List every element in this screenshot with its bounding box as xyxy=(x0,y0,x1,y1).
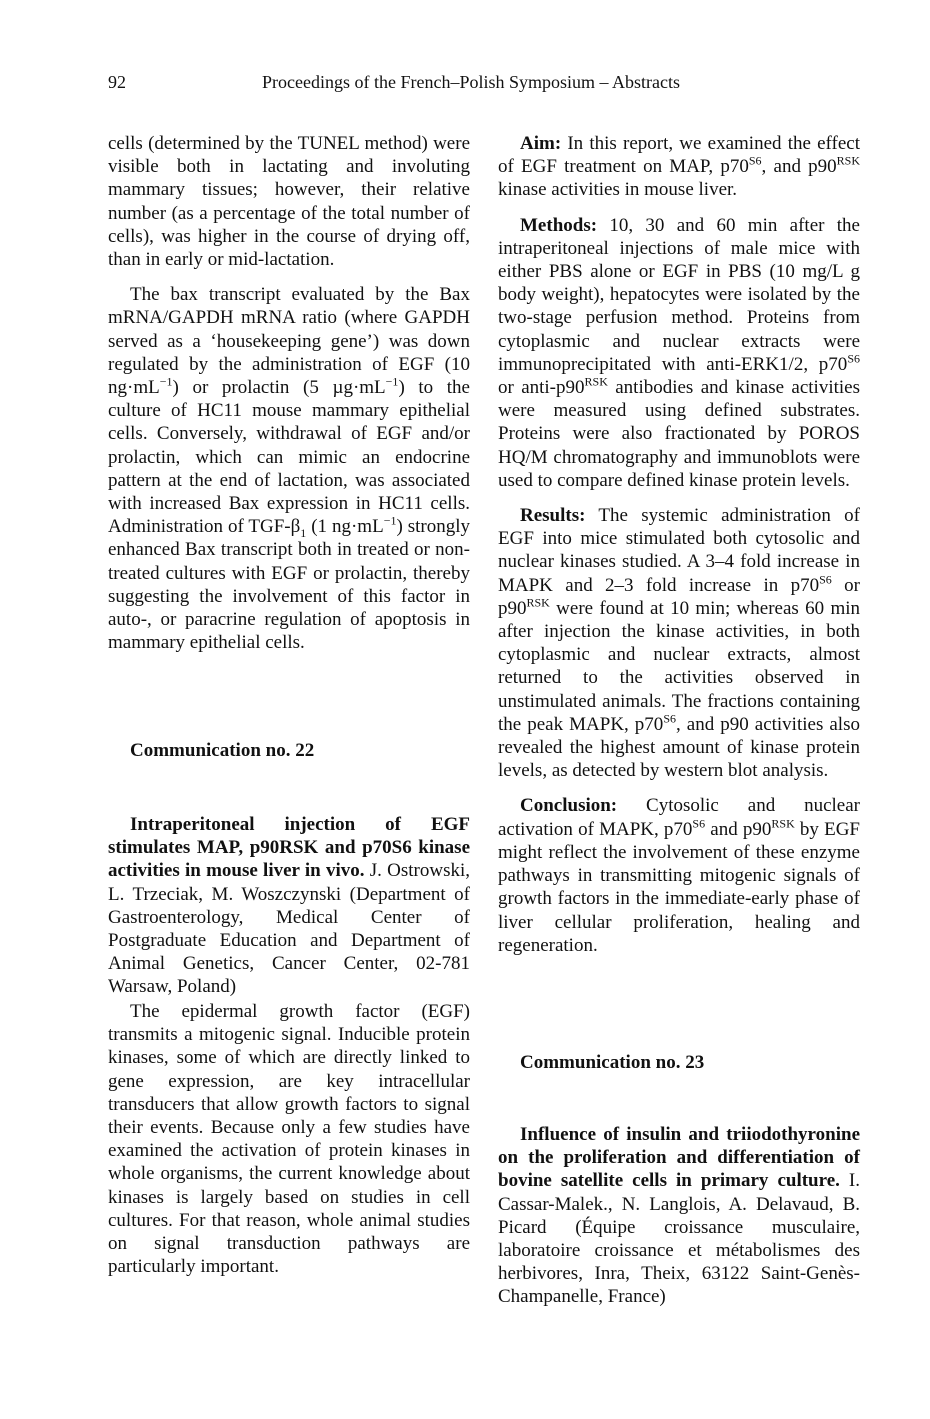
abstract-title: Intraperitoneal injection of EGF stimulates MAP, p90RSK and p70S6 kinase activities in mouse liver in vivo. xyxy=(108,814,470,882)
section-label: Results: xyxy=(520,505,586,527)
paragraph-text: or p90 xyxy=(498,574,860,619)
communication-heading: Communication no. 22 xyxy=(130,740,315,761)
paragraph-text: The systemic administration of EGF into mice stimulated both cytosolic and nuclear kinases studied. A 3–4 fold increase in MAPK and 2–3 fold increase in p70 xyxy=(498,505,860,596)
paragraph-text: or anti-p90 xyxy=(498,377,585,399)
section-label: Conclusion: xyxy=(520,795,618,817)
superscript: −1 xyxy=(159,374,173,389)
paragraph-text: , and p90 xyxy=(761,156,837,178)
aim-paragraph xyxy=(498,132,860,202)
paragraph xyxy=(108,1000,470,1278)
paragraph-text: The bax transcript evaluated by the Bax mRNA/GAPDH mRNA ratio (where GAPDH served as a ‘housekeeping gene’) was down regulated by the administration of EGF (10 ng·mL xyxy=(108,284,470,399)
section-label: Methods: xyxy=(520,214,598,236)
page-number: 92 xyxy=(108,72,126,92)
superscript: S6 xyxy=(663,711,676,726)
paragraph-text: and p90 xyxy=(705,818,772,840)
superscript: S6 xyxy=(847,351,860,366)
paragraph-text: (1 ng·mL xyxy=(306,516,384,538)
paragraph xyxy=(108,132,470,271)
paragraph-text: cells (determined by the TUNEL method) were visible both in lactating and involuting mammary tissues; however, their relative number (as a percentage of the total number of cells), was higher in the course of drying off, than in early or mid-lactation. xyxy=(108,133,470,271)
superscript: S6 xyxy=(819,572,832,587)
abstract-header xyxy=(498,1123,860,1309)
superscript: −1 xyxy=(385,374,399,389)
methods-paragraph xyxy=(498,214,860,492)
paragraph-text: antibodies and kinase activities were measured using defined substrates. Proteins were also fractionated by POROS HQ/M chromatography and immunoblots were used to compare defined kinase protein levels. xyxy=(498,377,860,491)
paragraph-text: by EGF might reflect the involvement of these enzyme pathways in transmitting mitogenic signals of growth factors in the immediate-early phase of liver cellular proliferation, healing and regeneration. xyxy=(498,818,860,956)
abstract-authors: I. Cassar-Malek., N. Langlois, A. Delavaud, B. Picard (Équipe croissance musculaire, laboratoire croissance et métabolismes des herbivores, Inra, Theix, 63122 Saint-Genès-Champanelle, France) xyxy=(498,1170,860,1308)
abstract-title: Influence of insulin and triiodothyronine on the proliferation and differentiation of bovine satellite cells in primary culture. xyxy=(498,1124,860,1192)
paragraph-text: Cytosolic and nuclear activation of MAPK, p70 xyxy=(498,795,860,840)
running-head: Proceedings of the French–Polish Symposium – Abstracts xyxy=(262,72,680,92)
left-column xyxy=(108,132,470,654)
superscript: S6 xyxy=(748,153,762,168)
paragraph-text: were found at 10 min; whereas 60 min after injection the kinase activities, in both cytoplasmic and nuclear extracts, almost returned to the activities observed in unstimulated animals. The fractions containing the peak MAPK, p70 xyxy=(498,597,860,735)
communication-heading: Communication no. 23 xyxy=(520,1052,705,1073)
paragraph-text: ) strongly enhanced Bax transcript both in treated or non-treated cultures with EGF or prolactin, thereby suggesting the involvement of this factor in auto-, or paracrine regulation of apoptosis in mammary epithelial cells. xyxy=(108,516,471,654)
superscript: RSK xyxy=(526,595,550,610)
abstract-authors: J. Ostrowski, L. Trzeciak, M. Woszczynski (Department of Gastroenterology, Medical Center of Postgraduate Education and Department of Animal Genetics, Cancer Center, 02-781 Warsaw, Poland) xyxy=(108,860,470,998)
superscript: −1 xyxy=(383,513,397,528)
paragraph-text: 10, 30 and 60 min after the intraperitoneal injections of male mice with either PBS alone or EGF in PBS (10 mg/L g body weight), hepatocytes were isolated by the two-stage perfusion method. Proteins from cytoplasmic and nuclear extracts were immunoprecipitated with anti-ERK1/2, p70 xyxy=(498,214,860,375)
superscript: RSK xyxy=(584,374,608,389)
subscript: 1 xyxy=(300,526,307,541)
right-column xyxy=(498,132,860,957)
results-paragraph xyxy=(498,504,860,782)
section-label: Aim: xyxy=(520,133,562,154)
paragraph xyxy=(108,283,470,654)
paragraph-text: ) or prolactin (5 µg·mL xyxy=(172,377,386,399)
superscript: RSK xyxy=(771,816,795,831)
superscript: S6 xyxy=(692,816,706,831)
paragraph-text: In this report, we examined the effect of EGF treatment on MAP, p70 xyxy=(498,133,860,178)
conclusion-paragraph xyxy=(498,794,860,956)
paragraph-text: ) to the culture of HC11 mouse mammary epithelial cells. Conversely, withdrawal of EGF and/or prolactin, which can mimic an endocrine pattern at the end of lactation, was associated with increased Bax expression in HC11 cells. Administration of TGF-β xyxy=(108,377,470,538)
paragraph-text: kinase activities in mouse liver. xyxy=(498,179,738,201)
superscript: RSK xyxy=(836,153,860,168)
abstract-header xyxy=(108,813,470,999)
paragraph-text: , and p90 activities also revealed the highest amount of kinase protein levels, as detected by western blot analysis. xyxy=(498,713,860,782)
paragraph-text: The epidermal growth factor (EGF) transmits a mitogenic signal. Inducible protein kinases, some of which are directly linked to gene expression, are key intracellular transducers that allow growth factors to signal their events. Because only a few studies have examined the activation of protein kinases in whole organisms, the current knowledge about kinases is largely based on studies in cell cultures. For that reason, whole animal studies on signal transduction pathways are particularly important. xyxy=(108,1001,470,1278)
